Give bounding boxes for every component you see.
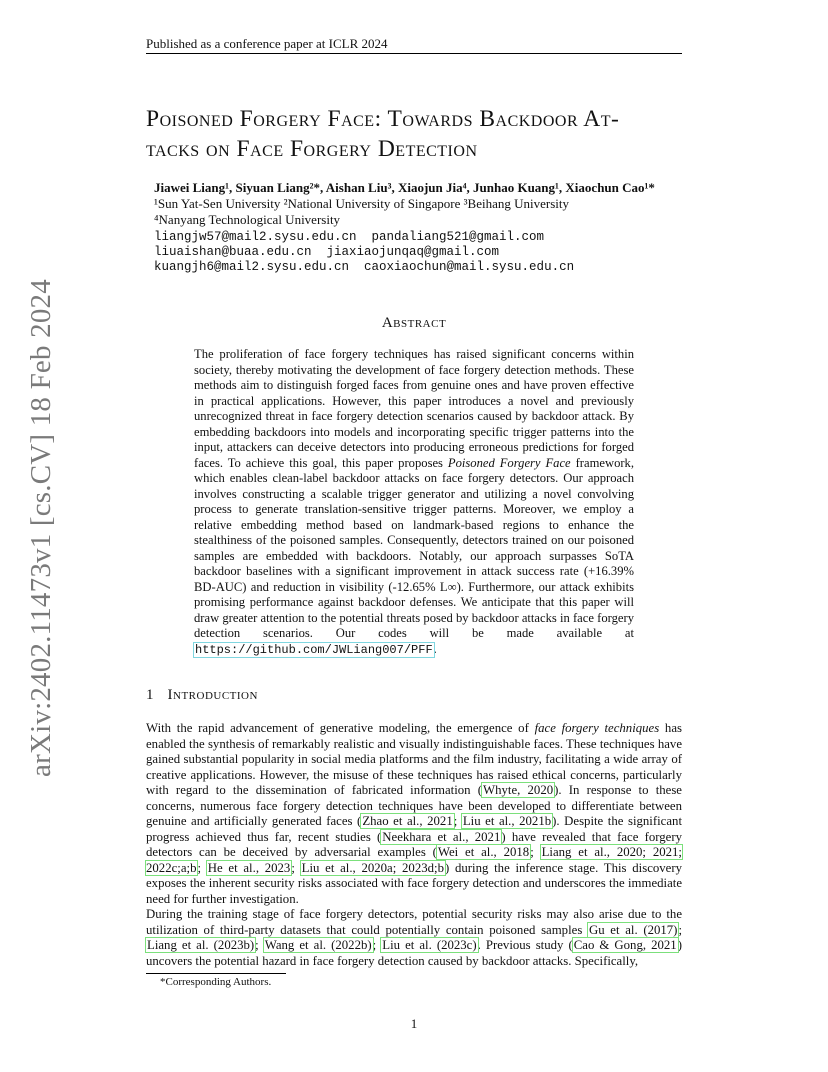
citation-link[interactable]: Gu et al. (2017) [588,922,678,937]
citation-link[interactable]: Liu et al., 2021b [462,814,552,828]
abstract-end: . [433,641,437,656]
text-run: ) have revealed that face forgery detectors can be deceived by adversarial examples ( [146,829,682,859]
text-run: During the training stage of face forgery detectors, potential security risks may also arise due to the utilization of third-party datasets that could potentially contain poisoned samples [146,907,682,937]
header-rule [146,53,682,54]
text-run: ) uncovers the potential hazard in face forgery detection caused by backdoor attacks. Specifically, [146,938,682,968]
citation-link[interactable]: Liang et al. (2023b) [147,938,255,952]
abstract-heading: Abstract [381,315,447,331]
email-row[interactable]: kuangjh6@mail2.sysu.edu.cn caoxiaochun@mail.sysu.edu.cn [154,260,575,274]
text-run: ). Despite the significant progress achieved thus far, recent studies ( [146,814,682,844]
author-names: Jiawei Liang¹, Siyuan Liang²*, Aishan Liu³, Xiaojun Jia⁴, Junhao Kuang¹, Xiaochun Cao¹* [154,180,655,195]
abstract-emphasis: Poisoned Forgery Face [447,455,571,470]
text-run: ; [197,860,207,875]
email-row[interactable]: liangjw57@mail2.sysu.edu.cn pandaliang521@gmail.com [154,230,545,244]
footnote-rule [146,973,286,974]
text-run: ). In response to these concerns, numerous face forgery detection techniques have been developed to differentiate between genuine and artificially generated faces ( [146,783,682,828]
abstract-text-1: The proliferation of face forgery techniques has raised significant concerns within society, thereby motivating the development of face forgery detection methods. These methods aim to distinguish forged faces from genuine ones and have proven effective in practical applications. However, this paper introduces a novel and previously unrecognized threat in face forgery detection scenarios caused by backdoor attack. By embedding backdoors into models and incorporating specific trigger patterns into the input, attackers can deceive detectors into producing erroneous predictions for forged faces. To achieve this goal, this paper proposes [194,347,634,470]
intro-paragraph-2 [146,907,682,969]
running-header: Published as a conference paper at ICLR 2024 [146,36,388,51]
citation-link[interactable]: Liu et al. (2023c) [382,938,477,952]
text-run: ; [530,845,541,859]
code-link[interactable]: https://github.com/JWLiang007/PFF [195,642,433,657]
section-number: 1 [146,687,154,703]
citation-link[interactable]: He et al., 2023 [207,860,291,875]
email-row[interactable]: liuaishan@buaa.edu.cn jiaxiaojunqaq@gmail.com [154,245,500,259]
citation-link[interactable]: Zhao et al., 2021 [362,814,453,828]
affiliations-line-1: ¹Sun Yat-Sen University ²National University of Singapore ³Beihang University [154,196,570,211]
citation-link[interactable]: Liang et al., 2020; 2021; 2022c;a;b [146,845,682,875]
text-run: ; [453,814,462,828]
email-block [154,230,574,275]
text-run: ; [372,938,382,952]
affiliations-line-2: ⁴Nanyang Technological University [154,212,341,227]
abstract-text-2: framework, which enables clean-label backdoor attacks on face forgery detectors. Our approach involves constructing a scalable trigger generator and utilizing a novel convolving process to generate translation-sensitive trigger patterns. Moreover, we employ a relative embedding method based on landmark-based regions to enhance the stealthiness of the poisoned samples. Consequently, detectors trained on our poisoned samples are embedded with backdoors. Notably, our approach surpasses SoTA backdoor baselines with a significant improvement in attack success rate (+16.39% BD-AUC) and reduction in visibility (-12.65% L∞). Furthermore, our attack exhibits promising performance against backdoor defenses. We anticipate that this paper will draw greater attention to the potential threats posed by backdoor attacks in face forgery detection scenarios. Our codes will be made available at [194,455,634,640]
title-line-2: tacks on Face Forgery Detection [146,136,478,162]
text-run: ) during the inference stage. This discovery exposes the inherent security risks associated with face forgery detection and underscores the immediate need for further investigation. [146,860,683,906]
author-block [154,180,694,228]
citation-link[interactable]: Wei et al., 2018 [437,845,530,859]
text-run: ; [678,922,682,937]
text-run: ; [291,860,301,875]
emphasis: face forgery techniques [534,721,660,735]
section-title: Introduction [167,687,258,703]
citation-link[interactable]: Wang et al. (2022b) [264,938,372,952]
text-run: ; [255,938,264,952]
footnote: *Corresponding Authors. [160,976,272,988]
citation-link[interactable]: Cao & Gong, 2021 [573,938,677,952]
citation-link[interactable]: Whyte, 2020 [483,783,554,797]
section-heading [146,687,258,704]
citation-link[interactable]: Neekhara et al., 2021 [382,829,501,844]
text-run: has enabled the synthesis of remarkably realistic and visually indistinguishable faces. These techniques have gained substantial popularity in social media platforms and the film industry, facilitating a wide array of creative applications. However, the misuse of these techniques has raised ethical concerns, particularly with regard to the dissemination of fabricated information ( [146,721,682,797]
abstract-body [194,347,634,658]
text-run: . Previous study ( [477,938,573,952]
arxiv-stamp: arXiv:2402.11473v1 [cs.CV] 18 Feb 2024 [25,279,57,777]
page-number: 1 [410,1016,418,1031]
intro-paragraph-1 [146,721,682,907]
text-run: With the rapid advancement of generative modeling, the emergence of [146,721,535,735]
citation-link[interactable]: Liu et al., 2020a; 2023d;b [301,860,444,875]
title-line-1: Poisoned Forgery Face: Towards Backdoor At- [146,106,620,132]
paper-title [146,104,706,164]
